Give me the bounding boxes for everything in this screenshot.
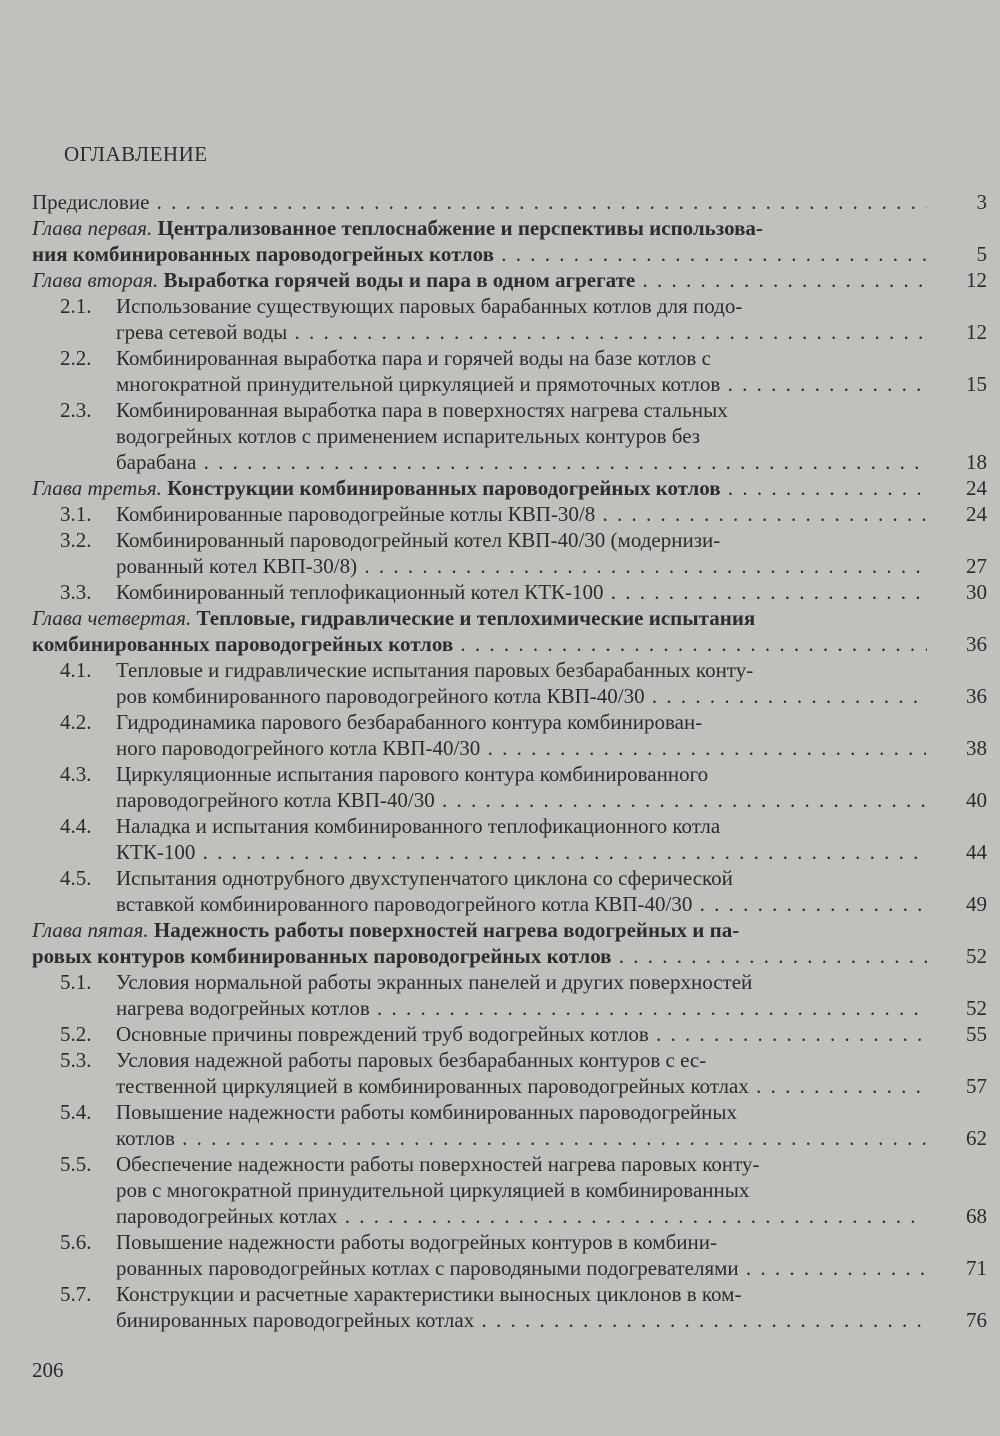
entry-line: рованный котел КВП-30/8) . . .	[116, 553, 926, 579]
section-number: 5.7.	[60, 1282, 92, 1306]
toc-section-entry	[32, 1281, 987, 1333]
page-number: 12	[966, 268, 987, 292]
entry-line: Условия надежной работы паровых безбарабанных контуров с ес-	[116, 1048, 707, 1072]
toc-chapter-entry	[32, 475, 987, 501]
toc-section-entry	[32, 1099, 987, 1151]
entry-line: Циркуляционные испытания парового контура комбинированного	[116, 762, 709, 786]
entry-line: грева сетевой воды . . .	[116, 319, 926, 345]
toc-chapter-entry	[32, 917, 987, 969]
toc-section-entry	[32, 579, 987, 605]
page-number-footer: 206	[32, 1358, 64, 1382]
entry-line: Повышение надежности работы комбинированных пароводогрейных	[116, 1100, 737, 1124]
page-number: 55	[966, 1022, 987, 1046]
section-number: 5.2.	[60, 1022, 92, 1046]
section-number: 5.3.	[60, 1048, 92, 1072]
page-number: 68	[966, 1204, 987, 1228]
entry-line: Повышение надежности работы водогрейных контуров в комбини-	[116, 1230, 717, 1254]
entry-line: ров комбинированного пароводогрейного котла КВП-40/30 . . .	[116, 683, 926, 709]
entry-line: барабана . . .	[116, 449, 926, 475]
toc-section-entry	[32, 709, 987, 761]
section-number: 4.3.	[60, 762, 92, 786]
chapter-label: Глава вторая.	[32, 268, 164, 292]
toc-chapter-entry	[32, 267, 987, 293]
toc-section-entry	[32, 527, 987, 579]
section-number: 4.5.	[60, 866, 92, 890]
entry-line: бинированных пароводогрейных котлах . . .	[116, 1307, 926, 1333]
entry-line: Использование существующих паровых барабанных котлов для подо-	[116, 294, 743, 318]
toc-section-entry	[32, 345, 987, 397]
chapter-label: Глава первая.	[32, 216, 158, 240]
entry-line: ров с многократной принудительной циркуляцией в комбинированных	[116, 1178, 750, 1202]
section-number: 3.1.	[60, 502, 92, 526]
page-number: 49	[966, 892, 987, 916]
section-number: 5.6.	[60, 1230, 92, 1254]
page-number: 38	[966, 736, 987, 760]
toc-chapter-entry	[32, 605, 987, 657]
entry-line: вставкой комбинированного пароводогрейного котла КВП-40/30 . . .	[116, 891, 926, 917]
entry-line: нагрева водогрейных котлов . . .	[116, 995, 926, 1021]
entry-line: Глава первая. Централизованное теплоснабжение и перспективы использова-	[32, 216, 763, 240]
section-number: 3.2.	[60, 528, 92, 552]
toc-chapter-entry	[32, 215, 987, 267]
entry-line: тественной циркуляцией в комбинированных пароводогрейных котлах . . .	[116, 1073, 926, 1099]
page-number: 18	[966, 450, 987, 474]
page-number: 62	[966, 1126, 987, 1150]
toc-section-entry	[32, 293, 987, 345]
section-number: 4.4.	[60, 814, 92, 838]
entry-line: ного пароводогрейного котла КВП-40/30 . . .	[116, 735, 926, 761]
entry-line: Глава вторая. Выработка горячей воды и пара в одном агрегате . . .	[32, 267, 927, 293]
section-number: 2.3.	[60, 398, 92, 422]
entry-line: Комбинированная выработка пара и горячей воды на базе котлов с	[116, 346, 711, 370]
page-number: 71	[966, 1256, 987, 1280]
section-number: 5.4.	[60, 1100, 92, 1124]
chapter-label: Глава третья.	[32, 476, 168, 500]
page-number: 44	[966, 840, 987, 864]
entry-line: Предисловие . . .	[32, 189, 927, 215]
entry-line: Наладка и испытания комбинированного теплофикационного котла	[116, 814, 721, 838]
page-number: 57	[966, 1074, 987, 1098]
page-number: 3	[976, 190, 987, 214]
page-number: 76	[966, 1308, 987, 1332]
section-number: 4.2.	[60, 710, 92, 734]
entry-line: Комбинированный пароводогрейный котел КВП-40/30 (модернизи-	[116, 528, 721, 552]
toc-section-entry	[32, 397, 987, 475]
entry-line: Испытания однотрубного двухступенчатого циклона со сферической	[116, 866, 733, 890]
page-number: 40	[966, 788, 987, 812]
entry-line: Условия нормальной работы экранных панелей и других поверхностей	[116, 970, 753, 994]
page-number: 36	[966, 632, 987, 656]
page-number: 12	[966, 320, 987, 344]
entry-line: котлов . . .	[116, 1125, 926, 1151]
entry-line: комбинированных пароводогрейных котлов . . .	[32, 631, 927, 657]
entry-line: Комбинированная выработка пара в поверхностях нагрева стальных	[116, 398, 728, 422]
toc-section-entry	[32, 1151, 987, 1229]
entry-line: КТК-100 . . .	[116, 839, 926, 865]
chapter-label: Глава пятая.	[32, 918, 154, 942]
section-number: 3.3.	[60, 580, 92, 604]
page-number: 15	[966, 372, 987, 396]
section-number: 5.1.	[60, 970, 92, 994]
toc-entry	[32, 189, 987, 215]
page-number: 5	[976, 242, 987, 266]
toc-section-entry	[32, 1047, 987, 1099]
toc-section-entry	[32, 501, 987, 527]
section-number: 4.1.	[60, 658, 92, 682]
entry-line: многократной принудительной циркуляцией и прямоточных котлов . . .	[116, 371, 926, 397]
entry-line: Комбинированные пароводогрейные котлы КВП-30/8 . . .	[116, 501, 926, 527]
page-number: 24	[966, 502, 987, 526]
page-number: 27	[966, 554, 987, 578]
entry-line: Глава третья. Конструкции комбинированных пароводогрейных котлов . . .	[32, 475, 927, 501]
entry-line: ровых контуров комбинированных пароводогрейных котлов . . .	[32, 943, 927, 969]
entry-line: Глава четвертая. Тепловые, гидравлические и теплохимические испытания	[32, 606, 756, 630]
toc-section-entry	[32, 969, 987, 1021]
page-title: ОГЛАВЛЕНИЕ	[64, 142, 208, 166]
section-number: 2.2.	[60, 346, 92, 370]
entry-line: рованных пароводогрейных котлах с пароводяными подогревателями . . .	[116, 1255, 926, 1281]
page-number: 52	[966, 944, 987, 968]
toc-section-entry	[32, 761, 987, 813]
chapter-label: Глава четвертая.	[32, 606, 197, 630]
page-number: 36	[966, 684, 987, 708]
entry-line: Глава пятая. Надежность работы поверхностей нагрева водогрейных и па-	[32, 918, 740, 942]
entry-line: Конструкции и расчетные характеристики выносных циклонов в ком-	[116, 1282, 742, 1306]
entry-line: ния комбинированных пароводогрейных котлов . . .	[32, 241, 927, 267]
entry-line: Обеспечение надежности работы поверхностей нагрева паровых конту-	[116, 1152, 760, 1176]
entry-line: пароводогрейного котла КВП-40/30 . . .	[116, 787, 926, 813]
entry-line: водогрейных котлов с применением испарительных контуров без	[116, 424, 701, 448]
page-number: 30	[966, 580, 987, 604]
section-number: 5.5.	[60, 1152, 92, 1176]
entry-line: пароводогрейных котлах . . .	[116, 1203, 926, 1229]
entry-line: Комбинированный теплофикационный котел КТК-100 . . .	[116, 579, 926, 605]
toc-section-entry	[32, 865, 987, 917]
entry-line: Тепловые и гидравлические испытания паровых безбарабанных конту-	[116, 658, 754, 682]
toc-section-entry	[32, 1229, 987, 1281]
table-of-contents	[32, 189, 987, 1333]
section-number: 2.1.	[60, 294, 92, 318]
page-number: 24	[966, 476, 987, 500]
toc-section-entry	[32, 657, 987, 709]
entry-line: Основные причины повреждений труб водогрейных котлов . . .	[116, 1021, 926, 1047]
entry-line: Гидродинамика парового безбарабанного контура комбинирован-	[116, 710, 703, 734]
toc-section-entry	[32, 1021, 987, 1047]
toc-section-entry	[32, 813, 987, 865]
page-number: 52	[966, 996, 987, 1020]
